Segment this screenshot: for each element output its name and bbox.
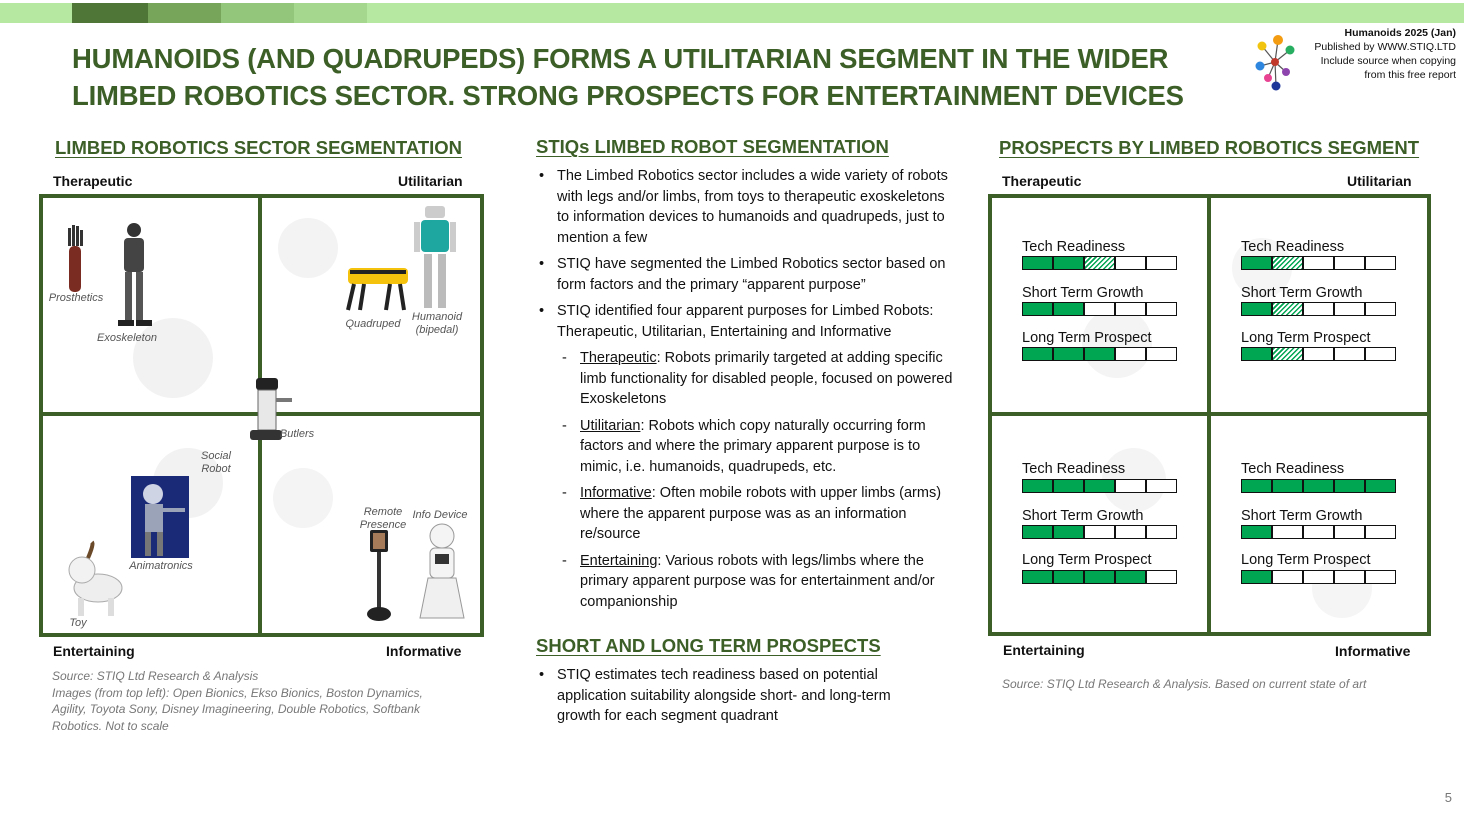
metric-label-short-term-growth: Short Term Growth bbox=[1022, 508, 1144, 524]
quadruped-robot-icon bbox=[342, 264, 412, 314]
rating-segment-full bbox=[1242, 526, 1271, 538]
metric-label-tech-readiness: Tech Readiness bbox=[1241, 239, 1345, 255]
label-quadruped: Quadruped bbox=[345, 318, 401, 330]
metric-label-long-term-prospect: Long Term Prospect bbox=[1241, 552, 1371, 568]
term-entertaining: Entertaining bbox=[580, 552, 658, 569]
humanoid-robot-icon bbox=[410, 204, 460, 314]
rating-segment-empty bbox=[1302, 348, 1333, 360]
pepper-robot-icon bbox=[414, 522, 470, 622]
rating-segment-full bbox=[1242, 257, 1271, 269]
rating-segment-empty bbox=[1145, 480, 1176, 492]
rating-bar bbox=[1241, 302, 1396, 316]
label-remote-presence: Remote Presence bbox=[359, 506, 407, 531]
rating-segment-empty bbox=[1145, 303, 1176, 315]
rating-segment-full bbox=[1052, 571, 1083, 583]
prosthetic-arm-icon bbox=[60, 224, 90, 294]
rating-segment-empty bbox=[1333, 303, 1364, 315]
top-bar-segment bbox=[294, 3, 367, 23]
report-name: Humanoids 2025 (Jan) bbox=[1344, 27, 1456, 39]
rating-segment-empty bbox=[1364, 257, 1395, 269]
rating-segment-full bbox=[1242, 480, 1271, 492]
rating-segment-full bbox=[1023, 480, 1052, 492]
left-source-note bbox=[52, 668, 452, 734]
prospects-by-segment-heading: PROSPECTS BY LIMBED ROBOTICS SEGMENT bbox=[999, 137, 1420, 158]
rating-segment-full bbox=[1023, 348, 1052, 360]
corner-label-entertaining: Entertaining bbox=[53, 643, 135, 659]
label-social-robot: Social Robot bbox=[201, 450, 231, 475]
rating-segment-full bbox=[1302, 480, 1333, 492]
list-item-text: STIQ identified four apparent purposes for Limbed Robots: Therapeutic, Utilitarian, Entertaining and Informative bbox=[557, 303, 934, 340]
segmentation-bullet-list bbox=[536, 166, 956, 618]
rating-segment-half bbox=[1271, 257, 1302, 269]
rating-bar bbox=[1241, 479, 1396, 493]
rating-segment-empty bbox=[1333, 257, 1364, 269]
label-exoskeleton: Exoskeleton bbox=[97, 332, 157, 344]
metric-label-tech-readiness: Tech Readiness bbox=[1022, 461, 1126, 477]
rating-segment-empty bbox=[1271, 571, 1302, 583]
list-item bbox=[536, 301, 956, 612]
term-informative: Informative bbox=[580, 485, 652, 501]
rating-bar bbox=[1241, 347, 1396, 361]
top-bar-segment bbox=[148, 3, 221, 23]
rating-segment-empty bbox=[1302, 571, 1333, 583]
rating-segment-empty bbox=[1302, 526, 1333, 538]
top-bar-segment bbox=[72, 3, 148, 23]
rating-segment-full bbox=[1364, 480, 1395, 492]
corner-label-informative: Informative bbox=[1335, 643, 1411, 659]
sub-list-item-entertaining bbox=[557, 551, 956, 613]
metric-label-short-term-growth: Short Term Growth bbox=[1022, 285, 1144, 301]
rating-segment-empty bbox=[1364, 348, 1395, 360]
sub-list-item-utilitarian bbox=[557, 416, 956, 478]
rating-segment-empty bbox=[1083, 526, 1114, 538]
metric-label-tech-readiness: Tech Readiness bbox=[1022, 239, 1126, 255]
rating-segment-half bbox=[1083, 257, 1114, 269]
rating-segment-empty bbox=[1271, 526, 1302, 538]
term-utilitarian: Utilitarian bbox=[580, 417, 641, 434]
rating-segment-empty bbox=[1364, 571, 1395, 583]
rating-segment-half bbox=[1271, 303, 1302, 315]
background-decoration bbox=[278, 218, 338, 278]
copy-notice: Include source when copying bbox=[1320, 55, 1456, 67]
rating-segment-empty bbox=[1145, 526, 1176, 538]
label-info-device: Info Device bbox=[412, 509, 468, 521]
rating-segment-empty bbox=[1333, 348, 1364, 360]
corner-label-entertaining: Entertaining bbox=[1003, 642, 1085, 658]
rating-segment-empty bbox=[1114, 257, 1145, 269]
rating-segment-full bbox=[1242, 571, 1271, 583]
rating-segment-empty bbox=[1145, 348, 1176, 360]
definition-text: : Often mobile robots with upper limbs (arms) where the apparent purpose was as an information re/source bbox=[580, 485, 942, 542]
stiq-segmentation-heading: STIQs LIMBED ROBOT SEGMENTATION bbox=[536, 136, 889, 157]
top-bar-segment bbox=[221, 3, 294, 23]
rating-segment-full bbox=[1052, 480, 1083, 492]
rating-segment-empty bbox=[1364, 303, 1395, 315]
purpose-sub-list bbox=[557, 348, 956, 612]
rating-bar bbox=[1022, 479, 1177, 493]
rating-segment-empty bbox=[1145, 257, 1176, 269]
rating-segment-full bbox=[1052, 526, 1083, 538]
rating-segment-empty bbox=[1114, 526, 1145, 538]
rating-segment-full bbox=[1333, 480, 1364, 492]
label-prosthetics: Prosthetics bbox=[48, 292, 104, 304]
rating-segment-half bbox=[1271, 348, 1302, 360]
label-animatronics: Animatronics bbox=[129, 560, 193, 572]
copy-notice: from this free report bbox=[1364, 69, 1456, 81]
background-decoration bbox=[273, 468, 333, 528]
rating-segment-empty bbox=[1333, 571, 1364, 583]
corner-label-utilitarian: Utilitarian bbox=[398, 173, 463, 189]
metric-label-short-term-growth: Short Term Growth bbox=[1241, 285, 1363, 301]
definition-text: : Various robots with legs/limbs where the primary apparent purpose was for entertainment and/or companionship bbox=[580, 552, 935, 610]
rating-segment-empty bbox=[1114, 348, 1145, 360]
metric-label-long-term-prospect: Long Term Prospect bbox=[1241, 330, 1371, 346]
publisher-info bbox=[1266, 26, 1456, 82]
metric-label-long-term-prospect: Long Term Prospect bbox=[1022, 330, 1152, 346]
list-item: • STIQ have segmented the Limbed Robotics sector based on form factors and the primary “apparent purpose” bbox=[536, 254, 956, 295]
definition-text: : Robots which copy naturally occurring form factors and where the primary apparent purpose is to mimic, i.e. humanoids, quadrupeds, etc. bbox=[580, 417, 926, 475]
publisher-line: Published by WWW.STIQ.LTD bbox=[1314, 41, 1456, 53]
rating-segment-full bbox=[1242, 348, 1271, 360]
rating-segment-full bbox=[1052, 348, 1083, 360]
metric-label-tech-readiness: Tech Readiness bbox=[1241, 461, 1345, 477]
telepresence-robot-icon bbox=[364, 528, 394, 624]
right-source-note: Source: STIQ Ltd Research & Analysis. Based on current state of art bbox=[1002, 677, 1367, 691]
rating-bar bbox=[1022, 525, 1177, 539]
rating-segment-empty bbox=[1333, 526, 1364, 538]
rating-segment-full bbox=[1023, 257, 1052, 269]
rating-segment-full bbox=[1242, 303, 1271, 315]
metric-label-long-term-prospect: Long Term Prospect bbox=[1022, 552, 1152, 568]
rating-segment-empty bbox=[1114, 480, 1145, 492]
images-credit-text: Images (from top left): Open Bionics, Ekso Bionics, Boston Dynamics, Agility, Toyota Sony, Disney Imagineering, Double Robotics, Softbank Robotics. Not to scale bbox=[52, 685, 423, 733]
rating-segment-full bbox=[1083, 480, 1114, 492]
page-title: HUMANOIDS (AND QUADRUPEDS) FORMS A UTILITARIAN SEGMENT IN THE WIDER LIMBED ROBOTICS SECTOR. STRONG PROSPECTS FOR ENTERTAINMENT DEVICES bbox=[72, 43, 1184, 111]
label-humanoid: Humanoid (bipedal) bbox=[411, 311, 463, 336]
label-toy: Toy bbox=[69, 617, 87, 629]
top-color-bar bbox=[0, 3, 1464, 23]
rating-segment-full bbox=[1052, 257, 1083, 269]
animatronics-image bbox=[131, 476, 189, 558]
rating-segment-empty bbox=[1145, 571, 1176, 583]
rating-segment-full bbox=[1083, 348, 1114, 360]
rating-segment-empty bbox=[1114, 303, 1145, 315]
prospects-bullet-list bbox=[536, 665, 936, 733]
rating-segment-empty bbox=[1083, 303, 1114, 315]
rating-segment-full bbox=[1023, 526, 1052, 538]
robot-dog-toy-icon bbox=[64, 540, 128, 620]
rating-segment-empty bbox=[1364, 526, 1395, 538]
rating-bar bbox=[1241, 525, 1396, 539]
rating-segment-full bbox=[1083, 571, 1114, 583]
animatronic-robot-icon bbox=[131, 476, 189, 558]
rating-segment-full bbox=[1271, 480, 1302, 492]
source-text: Source: STIQ Ltd Research & Analysis bbox=[52, 669, 259, 683]
definition-text: : Robots primarily targeted at adding specific limb functionality for disabled people, focused on powered Exoskeletons bbox=[580, 350, 953, 407]
metric-label-short-term-growth: Short Term Growth bbox=[1241, 508, 1363, 524]
segmentation-heading: LIMBED ROBOTICS SECTOR SEGMENTATION bbox=[55, 137, 463, 158]
corner-label-utilitarian: Utilitarian bbox=[1347, 173, 1412, 189]
corner-label-therapeutic: Therapeutic bbox=[53, 173, 133, 189]
term-therapeutic: Therapeutic bbox=[580, 350, 657, 366]
corner-label-therapeutic: Therapeutic bbox=[1002, 173, 1082, 189]
background-decoration bbox=[133, 318, 213, 398]
list-item: • The Limbed Robotics sector includes a wide variety of robots with legs and/or limbs, from toys to therapeutic exoskeletons to information devices to humanoids and quadrupeds, just to mention a few bbox=[536, 166, 956, 248]
rating-bar bbox=[1022, 570, 1177, 584]
rating-bar bbox=[1022, 256, 1177, 270]
rating-bar bbox=[1022, 347, 1177, 361]
list-item: • STIQ estimates tech readiness based on potential application suitability alongside short- and long-term growth for each segment quadrant bbox=[536, 665, 936, 727]
rating-segment-empty bbox=[1302, 303, 1333, 315]
rating-segment-full bbox=[1114, 571, 1145, 583]
rating-segment-full bbox=[1023, 571, 1052, 583]
rating-bar bbox=[1241, 570, 1396, 584]
exoskeleton-icon bbox=[108, 220, 158, 330]
rating-bar bbox=[1241, 256, 1396, 270]
rating-segment-full bbox=[1052, 303, 1083, 315]
page-number: 5 bbox=[1444, 790, 1452, 805]
sub-list-item-therapeutic bbox=[557, 348, 956, 410]
quadrant-divider-horizontal bbox=[990, 412, 1429, 416]
corner-label-informative: Informative bbox=[386, 643, 462, 659]
rating-segment-full bbox=[1023, 303, 1052, 315]
sub-list-item-informative bbox=[557, 483, 956, 545]
rating-segment-empty bbox=[1302, 257, 1333, 269]
rating-bar bbox=[1022, 302, 1177, 316]
prospects-heading: SHORT AND LONG TERM PROSPECTS bbox=[536, 635, 881, 656]
label-butlers: Butlers bbox=[279, 428, 315, 440]
